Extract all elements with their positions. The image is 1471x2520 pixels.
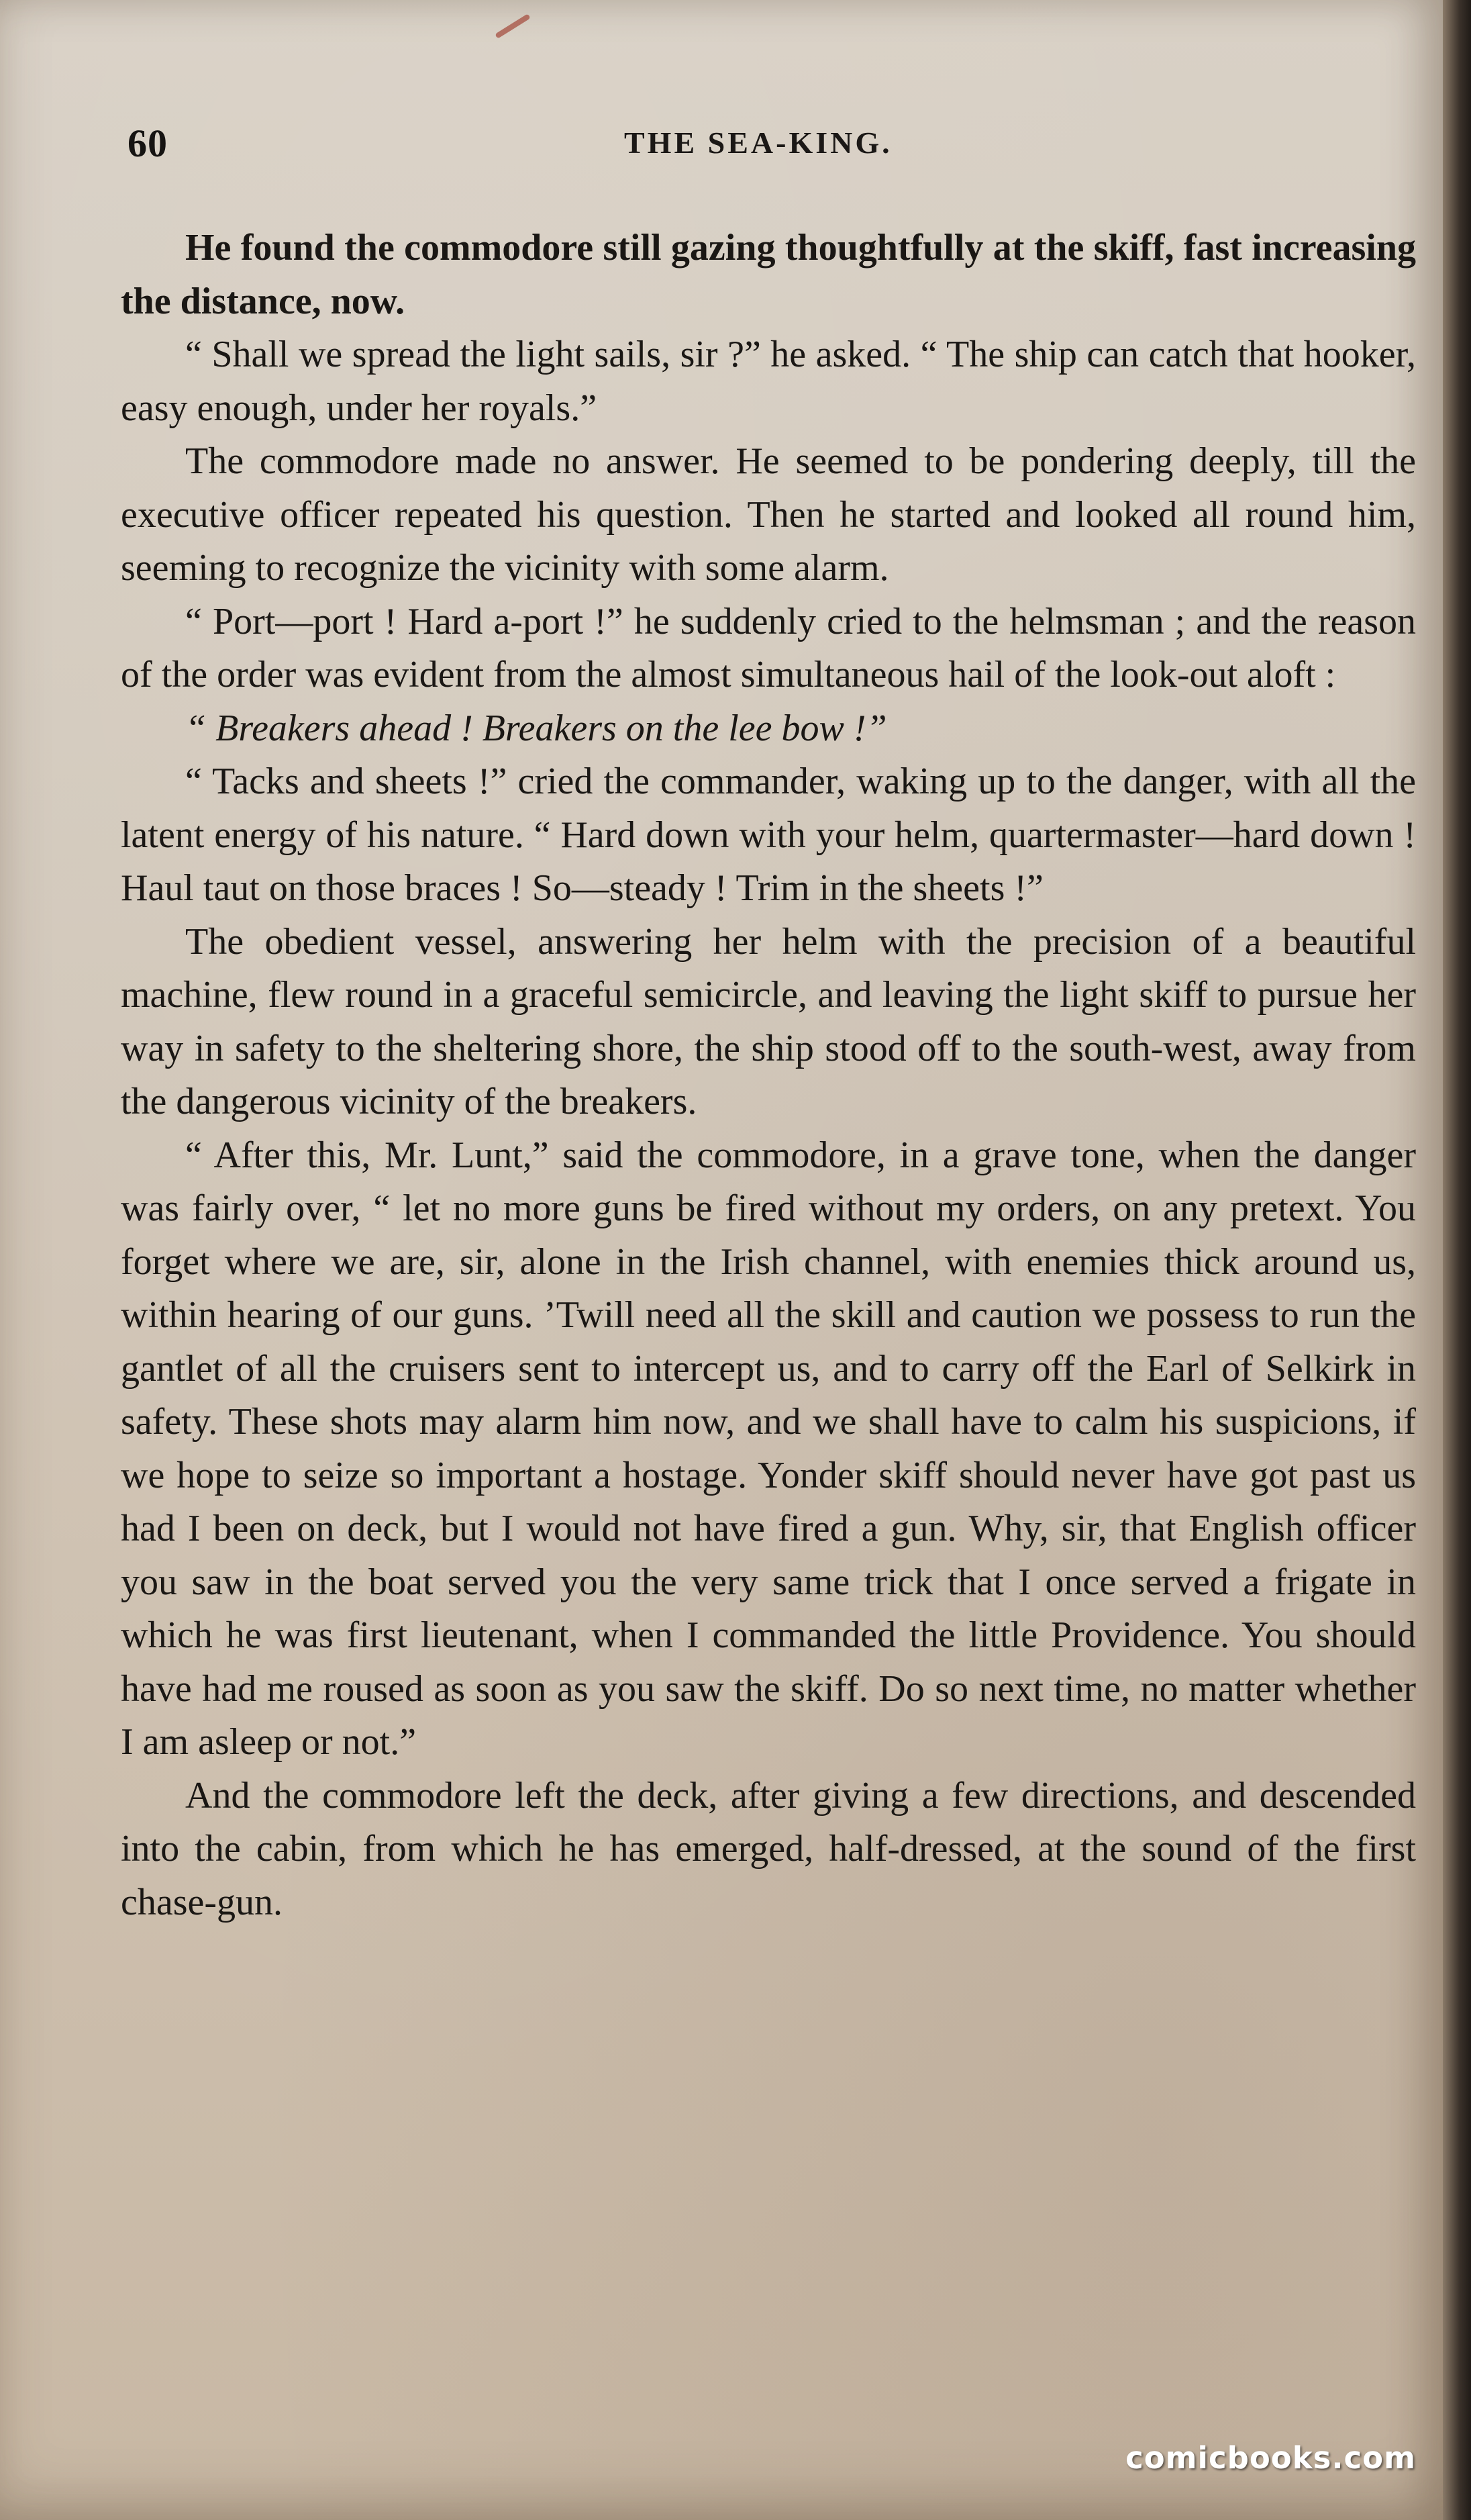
paragraph-9: And the commodore left the deck, after giving a few directions, and descended into the cabin, from which he has emerged, half-dressed, at the sound of the first chase-gun. bbox=[121, 1774, 1416, 1923]
site-watermark: comicbooks.com bbox=[1125, 2440, 1416, 2476]
paragraph-3: The commodore made no answer. He seemed to be pondering deeply, till the executive officer repeated his question. Then he started and looked all round him, seeming to recognize the vicinity with some alarm. bbox=[121, 440, 1416, 589]
page-header bbox=[128, 121, 1376, 168]
paragraph-5: “ Breakers ahead ! Breakers on the lee bow !” bbox=[185, 707, 887, 749]
book-spine-shadow bbox=[1443, 0, 1471, 2520]
paragraph-6: “ Tacks and sheets !” cried the commander, waking up to the danger, with all the latent energy of his nature. “ Hard down with your helm, quartermaster—hard down ! Haul taut on those braces ! So—steady ! Trim in the sheets !” bbox=[121, 761, 1416, 909]
paragraph-7: The obedient vessel, answering her helm with the precision of a beautiful machine, flew round in a graceful semicircle, and leaving the light skiff to pursue her way in safety to the sheltering shore, the ship stood off to the south-west, away from the dangerous vicinity of the breakers. bbox=[121, 920, 1416, 1122]
paragraph-4: “ Port—port ! Hard a-port !” he suddenly cried to the helmsman ; and the reason of the order was evident from the almost simultaneous hail of the look-out aloft : bbox=[121, 600, 1416, 695]
paragraph-2: “ Shall we spread the light sails, sir ?” he asked. “ The ship can catch that hooker, easy enough, under her royals.” bbox=[121, 334, 1416, 429]
ink-stain bbox=[495, 13, 530, 39]
running-title: THE SEA-KING. bbox=[624, 126, 893, 160]
paragraph-1: He found the commodore still gazing thoughtfully at the skiff, fast increasing the distance, now. bbox=[121, 227, 1416, 322]
body-text bbox=[121, 222, 1416, 1929]
page-number: 60 bbox=[128, 122, 168, 165]
paragraph-8: “ After this, Mr. Lunt,” said the commodore, in a grave tone, when the danger was fairly over, “ let no more guns be fired without my orders, on any pretext. You forget where we are, sir, alone in the Irish channel, with enemies thick around us, within hearing of our guns. ’Twill need all the skill and caution we possess to run the gantlet of all the cruisers sent to intercept us, and to carry off the Earl of Selkirk in safety. These shots may alarm him now, and we shall have to calm his suspicions, if we hope to seize so important a hostage. Yonder skiff should never have got past us had I been on deck, but I would not have fired a gun. Why, sir, that English officer you saw in the boat served you the very same trick that I once served a frigate in which he was first lieutenant, when I commanded the little Providence. You should have had me roused as soon as you saw the skiff. Do so next time, no matter whether I am asleep or not.” bbox=[121, 1134, 1416, 1763]
